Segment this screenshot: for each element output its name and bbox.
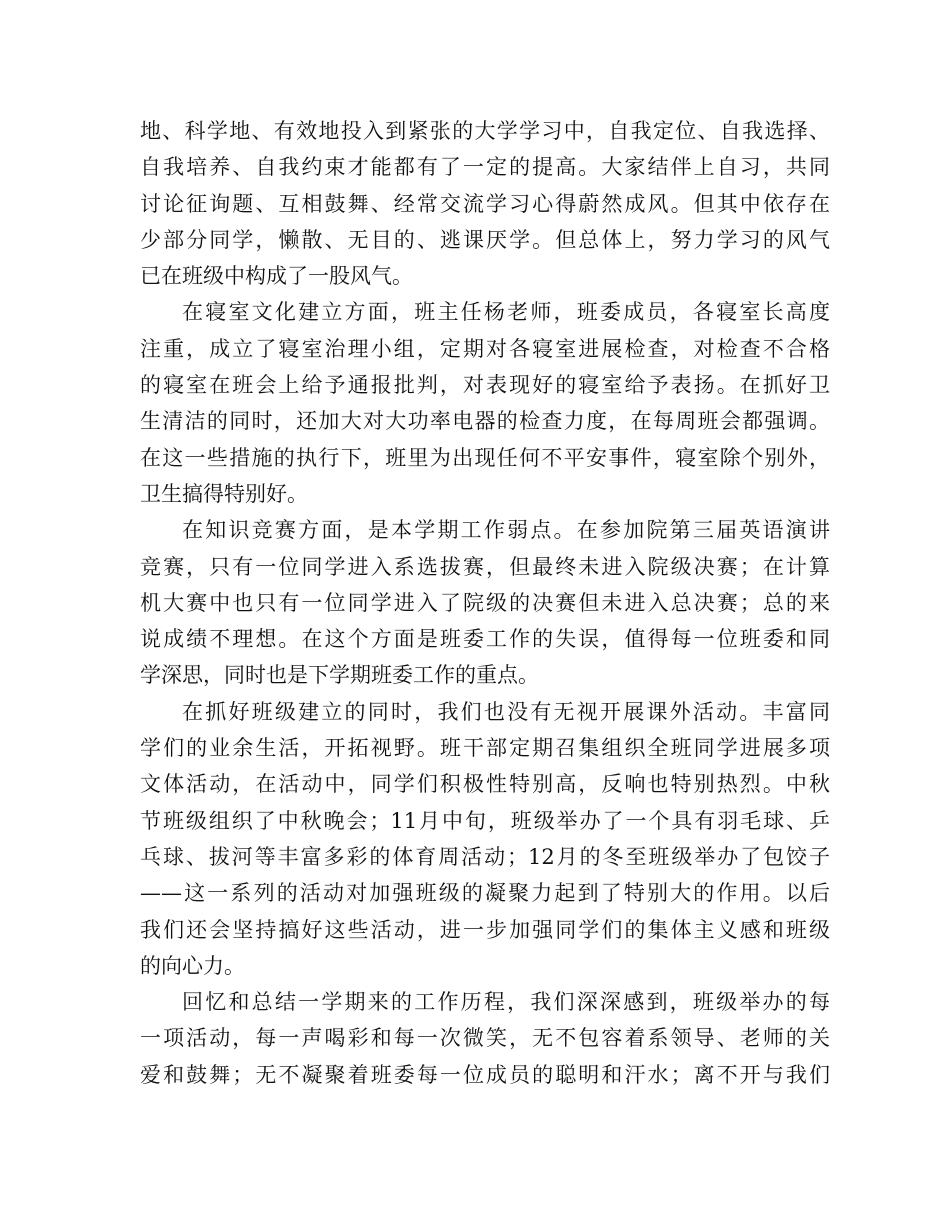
text-line: 机大赛中也只有一位同学进入了院级的决赛但未进入总决赛；总的来 xyxy=(140,590,830,615)
paragraph xyxy=(140,984,830,1093)
text-line: 卫生搞得特别好。 xyxy=(140,481,308,506)
text-line: 在这一些措施的执行下，班里为出现任何不平安事件，寝室除个别外， xyxy=(140,445,830,470)
text-line: 爱和鼓舞；无不凝聚着班委每一位成员的聪明和汗水；离不开与我们 xyxy=(140,1062,830,1087)
paragraph xyxy=(140,512,830,693)
document-body xyxy=(140,113,830,1093)
text-line: 的向心力。 xyxy=(140,953,245,978)
text-line: 地、科学地、有效地投入到紧张的大学学习中，自我定位、自我选择、 xyxy=(140,119,830,143)
text-line: 回忆和总结一学期来的工作历程，我们深深感到，班级举办的每 xyxy=(182,990,830,1015)
text-line: 乓球、拔河等丰富多彩的体育周活动；12月的冬至班级举办了包饺子 xyxy=(140,844,830,869)
text-line: 节班级组织了中秋晚会；11月中旬，班级举办了一个具有羽毛球、乒 xyxy=(140,808,830,833)
text-line: 自我培养、自我约束才能都有了一定的提高。大家结伴上自习，共同 xyxy=(140,155,830,180)
text-line: 少部分同学，懒散、无目的、逃课厌学。但总体上，努力学习的风气 xyxy=(140,227,830,252)
text-line: 竞赛，只有一位同学进入系选拔赛，但最终未进入院级决赛；在计算 xyxy=(140,554,830,579)
paragraph xyxy=(140,113,830,294)
text-line: 文体活动，在活动中，同学们积极性特别高，反响也特别热烈。中秋 xyxy=(140,772,830,797)
text-line: 一项活动，每一声喝彩和每一次微笑，无不包容着系领导、老师的关 xyxy=(140,1026,830,1051)
text-line: 在抓好班级建立的同时，我们也没有无视开展课外活动。丰富同 xyxy=(182,699,830,724)
text-line: ——这一系列的活动对加强班级的凝聚力起到了特别大的作用。以后 xyxy=(140,881,830,906)
text-line: 的寝室在班会上给予通报批判，对表现好的寝室给予表扬。在抓好卫 xyxy=(140,373,830,398)
text-line: 讨论征询题、互相鼓舞、经常交流学习心得蔚然成风。但其中依存在 xyxy=(140,191,830,216)
paragraph xyxy=(140,694,830,984)
text-line: 学深思，同时也是下学期班委工作的重点。 xyxy=(140,663,539,688)
text-line: 我们还会坚持搞好这些活动，进一步加强同学们的集体主义感和班级 xyxy=(140,917,830,942)
text-line: 在寝室文化建立方面，班主任杨老师，班委成员，各寝室长高度 xyxy=(182,300,830,325)
text-line: 已在班级中构成了一股风气。 xyxy=(140,264,413,289)
text-line: 说成绩不理想。在这个方面是班委工作的失误，值得每一位班委和同 xyxy=(140,627,830,652)
text-line: 生清洁的同时，还加大对大功率电器的检查力度，在每周班会都强调。 xyxy=(140,409,830,434)
paragraph xyxy=(140,294,830,512)
text-line: 学们的业余生活，开拓视野。班干部定期召集组织全班同学进展多项 xyxy=(140,736,830,761)
text-line: 在知识竞赛方面，是本学期工作弱点。在参加院第三届英语演讲 xyxy=(182,518,830,543)
text-line: 注重，成立了寝室治理小组，定期对各寝室进展检查，对检查不合格 xyxy=(140,336,830,361)
